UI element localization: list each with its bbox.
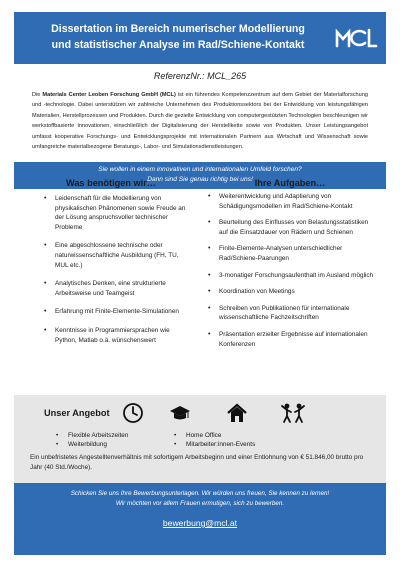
mcl-logo bbox=[334, 26, 378, 50]
offer-item: • Home Office bbox=[172, 431, 255, 440]
requirement-item: • Leidenschaft für die Modellierung von physikalischen Phänomenen sowie Freude an der Lösung anspruchsvoller technischer Probleme bbox=[42, 194, 192, 232]
task-item: • Schreiben von Publikationen für internationale wissenschaftliche Fachzeitschriften bbox=[206, 304, 378, 323]
task-item: • Beurteilung des Einflusses von Belastungsstatistiken auf die Einsatzdauer von Rädern und Schienen bbox=[206, 218, 378, 237]
tasks-list bbox=[206, 192, 378, 349]
application-call bbox=[14, 489, 386, 509]
reference-number: ReferenzNr.: MCL_265 bbox=[153, 71, 247, 81]
house-icon bbox=[226, 402, 248, 424]
offer-heading: Unser Angebot bbox=[44, 408, 110, 418]
intro-lead: Die bbox=[32, 92, 41, 98]
banner-line-1: Sie wollen in einem innovativen und internationalen Umfeld forschen? bbox=[98, 166, 302, 173]
task-item: • 3-monatiger Forschungsaufenthalt im Ausland möglich bbox=[206, 271, 378, 281]
intro-text: ist ein führendes Kompetenzzentrum auf dem Gebiet der Materialforschung und -technologie. Dabei unterstützen wir zahlreiche Unternehmen des Produktionssektors bei der Entwicklung von leistungsfähigen Materialien, Herstellprozessen und Produkten. Durch die gezielte Entwicklung von computergestützten Technologien beschleunigen wir werkstoffbasierte Innovationen, einschließlich der Digitalisierung der Herstellkette sowie von Produkten. Unser Leistungsangebot umfasst kooperative Forschungs- und Entwicklungsprojekte mit internationalen Partnern aus Wirtschaft und Wissenschaft sowie umfangreiche materialbezogene Beratungs-, Labor- und Simulationsdienstleistungen. bbox=[32, 92, 369, 151]
offer-item: • Mitarbeiter:innen-Events bbox=[172, 440, 255, 449]
offer-list-right bbox=[172, 431, 255, 449]
company-name: Materials Center Leoben Forschung GmbH (MCL) bbox=[42, 92, 176, 98]
offer-section bbox=[14, 395, 386, 483]
task-item: • Finite-Elemente-Analysen unterschiedlicher Rad/Schiene-Paarungen bbox=[206, 244, 378, 263]
requirement-item: • Erfahrung mit Finite-Elemente-Simulationen bbox=[42, 307, 192, 317]
header-banner bbox=[14, 12, 386, 64]
title-line-2: und statistischer Analyse im Rad/Schiene-Kontakt bbox=[51, 39, 305, 51]
footer-banner bbox=[14, 483, 386, 555]
offer-list-left bbox=[54, 431, 128, 449]
graduation-cap-icon bbox=[169, 402, 191, 424]
requirements-list bbox=[42, 194, 192, 345]
title-line-1: Dissertation im Bereich numerischer Modellierung bbox=[51, 23, 305, 35]
intro-paragraph bbox=[32, 90, 368, 152]
clock-icon bbox=[122, 402, 144, 424]
email-link[interactable]: bewerbung@mcl.at bbox=[162, 518, 238, 528]
requirement-item: • Eine abgeschlossene technische oder naturwissenschaftliche Ausbildung (FH, TU, MUL etc.) bbox=[42, 241, 192, 270]
footer-line-1: Schicken Sie uns Ihre Bewerbungsunterlagen. Wir würden uns freuen, Sie kennen zu lernen! bbox=[70, 490, 330, 497]
task-item: • Präsentation erzielter Ergebnisse auf internationalen Konferenzen bbox=[206, 330, 378, 349]
footer-line-2: Wir möchten vor allem Frauen ermutigen, sich zu bewerben. bbox=[115, 500, 285, 507]
page-title bbox=[22, 21, 334, 53]
task-item: • Weiterentwicklung und Adaptierung von Schädigungsmodellen im Rad/Schiene-Kontakt bbox=[206, 192, 378, 211]
tasks-heading: Ihre Aufgaben… bbox=[254, 178, 326, 188]
offer-item: • Weiterbildung bbox=[54, 440, 128, 449]
salary-text: Ein unbefristetes Angestelltenverhältnis mit sofortigem Arbeitsbeginn und einer Entlohnung von € 51.846,00 brutto pro Jahr (40 Std./Woche). bbox=[30, 454, 364, 471]
people-celebrating-icon bbox=[278, 402, 308, 424]
requirement-item: • Analytisches Denken, eine strukturierte Arbeitsweise und Teamgeist bbox=[42, 279, 192, 298]
requirements-heading: Was benötigen wir… bbox=[65, 178, 156, 188]
task-item: • Koordination von Meetings bbox=[206, 287, 378, 297]
offer-item: • Flexible Arbeitszeiten bbox=[54, 431, 128, 440]
requirement-item: • Kenntnisse in Programmiersprachen wie Python, Matlab o.ä. wünschenswert bbox=[42, 326, 192, 345]
banner-line-2: Dann sind Sie genau richtig bei uns! bbox=[147, 176, 253, 183]
